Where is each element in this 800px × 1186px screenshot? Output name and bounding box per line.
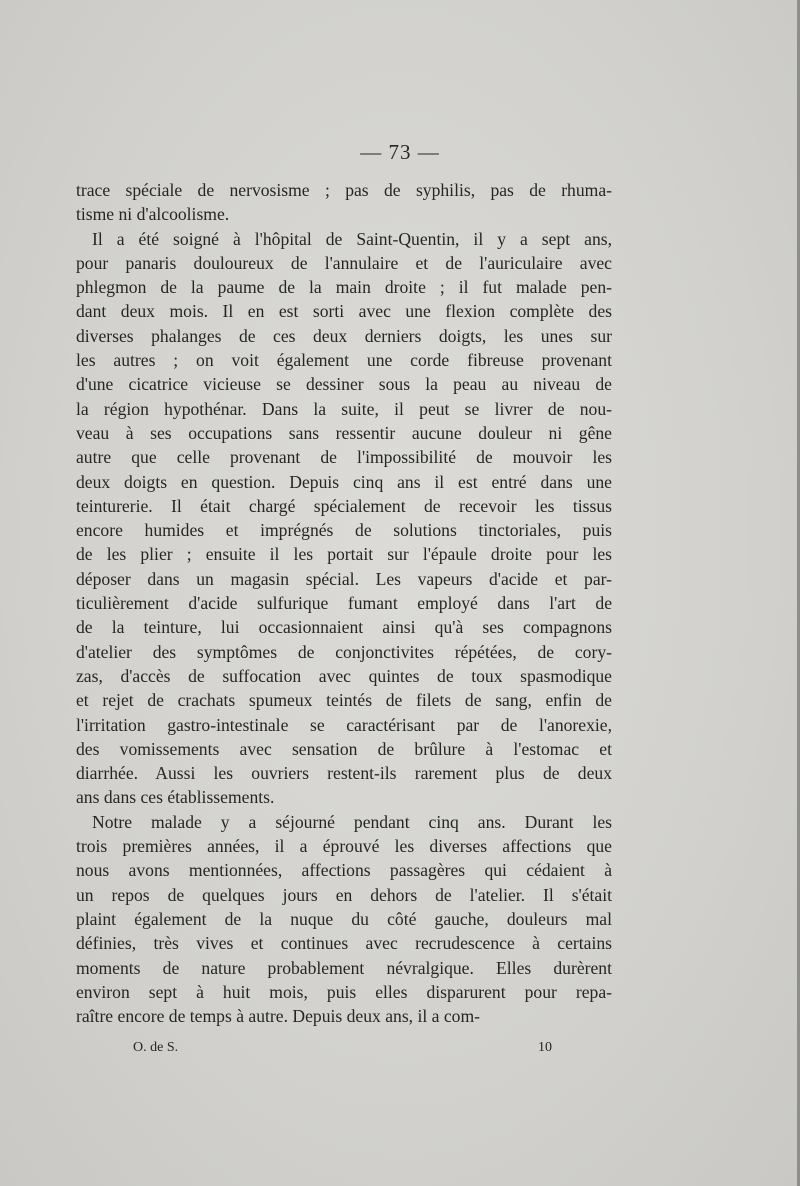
text-line: de les plier ; ensuite il les portait sur l'épaule droite pour les <box>76 544 612 565</box>
text-line: plaint également de la nuque du côté gauche, douleurs mal <box>76 908 612 929</box>
text-line: l'irritation gastro-intestinale se caractérisant par de l'anorexie, <box>76 714 612 735</box>
text-line: Il a été soigné à l'hôpital de Saint-Quentin, il y a sept ans, <box>92 228 612 249</box>
text-line: nous avons mentionnées, affections passagères qui cédaient à <box>76 860 612 881</box>
text-line: d'atelier des symptômes de conjonctivites répétées, de cory- <box>76 641 612 662</box>
text-line: trois premières années, il a éprouvé les diverses affections que <box>76 836 612 857</box>
paragraph <box>76 810 612 1029</box>
page-footer <box>0 1040 800 1064</box>
text-line: de la teinture, lui occasionnaient ainsi qu'à ses compagnons <box>76 617 612 638</box>
body-text <box>76 178 612 1028</box>
text-line: la région hypothénar. Dans la suite, il peut se livrer de nou- <box>76 398 612 419</box>
sheet-number: 10 <box>538 1040 552 1055</box>
text-line: zas, d'accès de suffocation avec quintes de toux spasmodique <box>76 665 612 686</box>
text-line: déposer dans un magasin spécial. Les vapeurs d'acide et par- <box>76 568 612 589</box>
text-line: trace spéciale de nervosisme ; pas de syphilis, pas de rhuma- <box>76 180 612 200</box>
text-line: diverses phalanges de ces deux derniers doigts, les unes sur <box>76 325 612 346</box>
text-line: phlegmon de la paume de la main droite ; il fut malade pen- <box>76 277 612 298</box>
text-line: les autres ; on voit également une corde fibreuse provenant <box>76 350 612 371</box>
paragraph <box>76 178 612 227</box>
text-line: veau à ses occupations sans ressentir aucune douleur ni gêne <box>76 422 612 443</box>
text-line: encore humides et imprégnés de solutions tinctoriales, puis <box>76 520 612 541</box>
text-line: raître encore de temps à autre. Depuis deux ans, il a com- <box>76 1006 481 1027</box>
text-line: d'une cicatrice vicieuse se dessiner sous la peau au niveau de <box>76 374 612 395</box>
text-line: environ sept à huit mois, puis elles disparurent pour repa- <box>76 981 612 1002</box>
text-line: définies, très vives et continues avec recrudescence à certains <box>76 933 612 954</box>
text-line: autre que celle provenant de l'impossibilité de mouvoir les <box>76 447 612 468</box>
printer-signature: O. de S. <box>133 1040 179 1055</box>
text-line: deux doigts en question. Depuis cinq ans il est entré dans une <box>76 471 612 492</box>
text-line: des vomissements avec sensation de brûlure à l'estomac et <box>76 738 612 759</box>
text-line: pour panaris douloureux de l'annulaire et de l'auriculaire avec <box>76 252 612 273</box>
text-line: et rejet de crachats spumeux teintés de filets de sang, enfin de <box>76 690 612 711</box>
text-line: dant deux mois. Il en est sorti avec une flexion complète des <box>76 301 612 322</box>
paragraph <box>76 227 612 810</box>
page-number: — 73 — <box>360 140 440 164</box>
text-line: moments de nature probablement névralgique. Elles durèrent <box>76 957 612 978</box>
text-line: ans dans ces établissements. <box>76 787 275 808</box>
text-line: tisme ni d'alcoolisme. <box>76 204 230 225</box>
text-line: teinturerie. Il était chargé spécialement de recevoir les tissus <box>76 495 612 516</box>
text-line: Notre malade y a séjourné pendant cinq ans. Durant les <box>92 811 612 832</box>
text-line: un repos de quelques jours en dehors de l'atelier. Il s'était <box>76 884 612 905</box>
text-line: ticulièrement d'acide sulfurique fumant employé dans l'art de <box>76 593 612 614</box>
text-line: diarrhée. Aussi les ouvriers restent-ils rarement plus de deux <box>76 763 612 784</box>
